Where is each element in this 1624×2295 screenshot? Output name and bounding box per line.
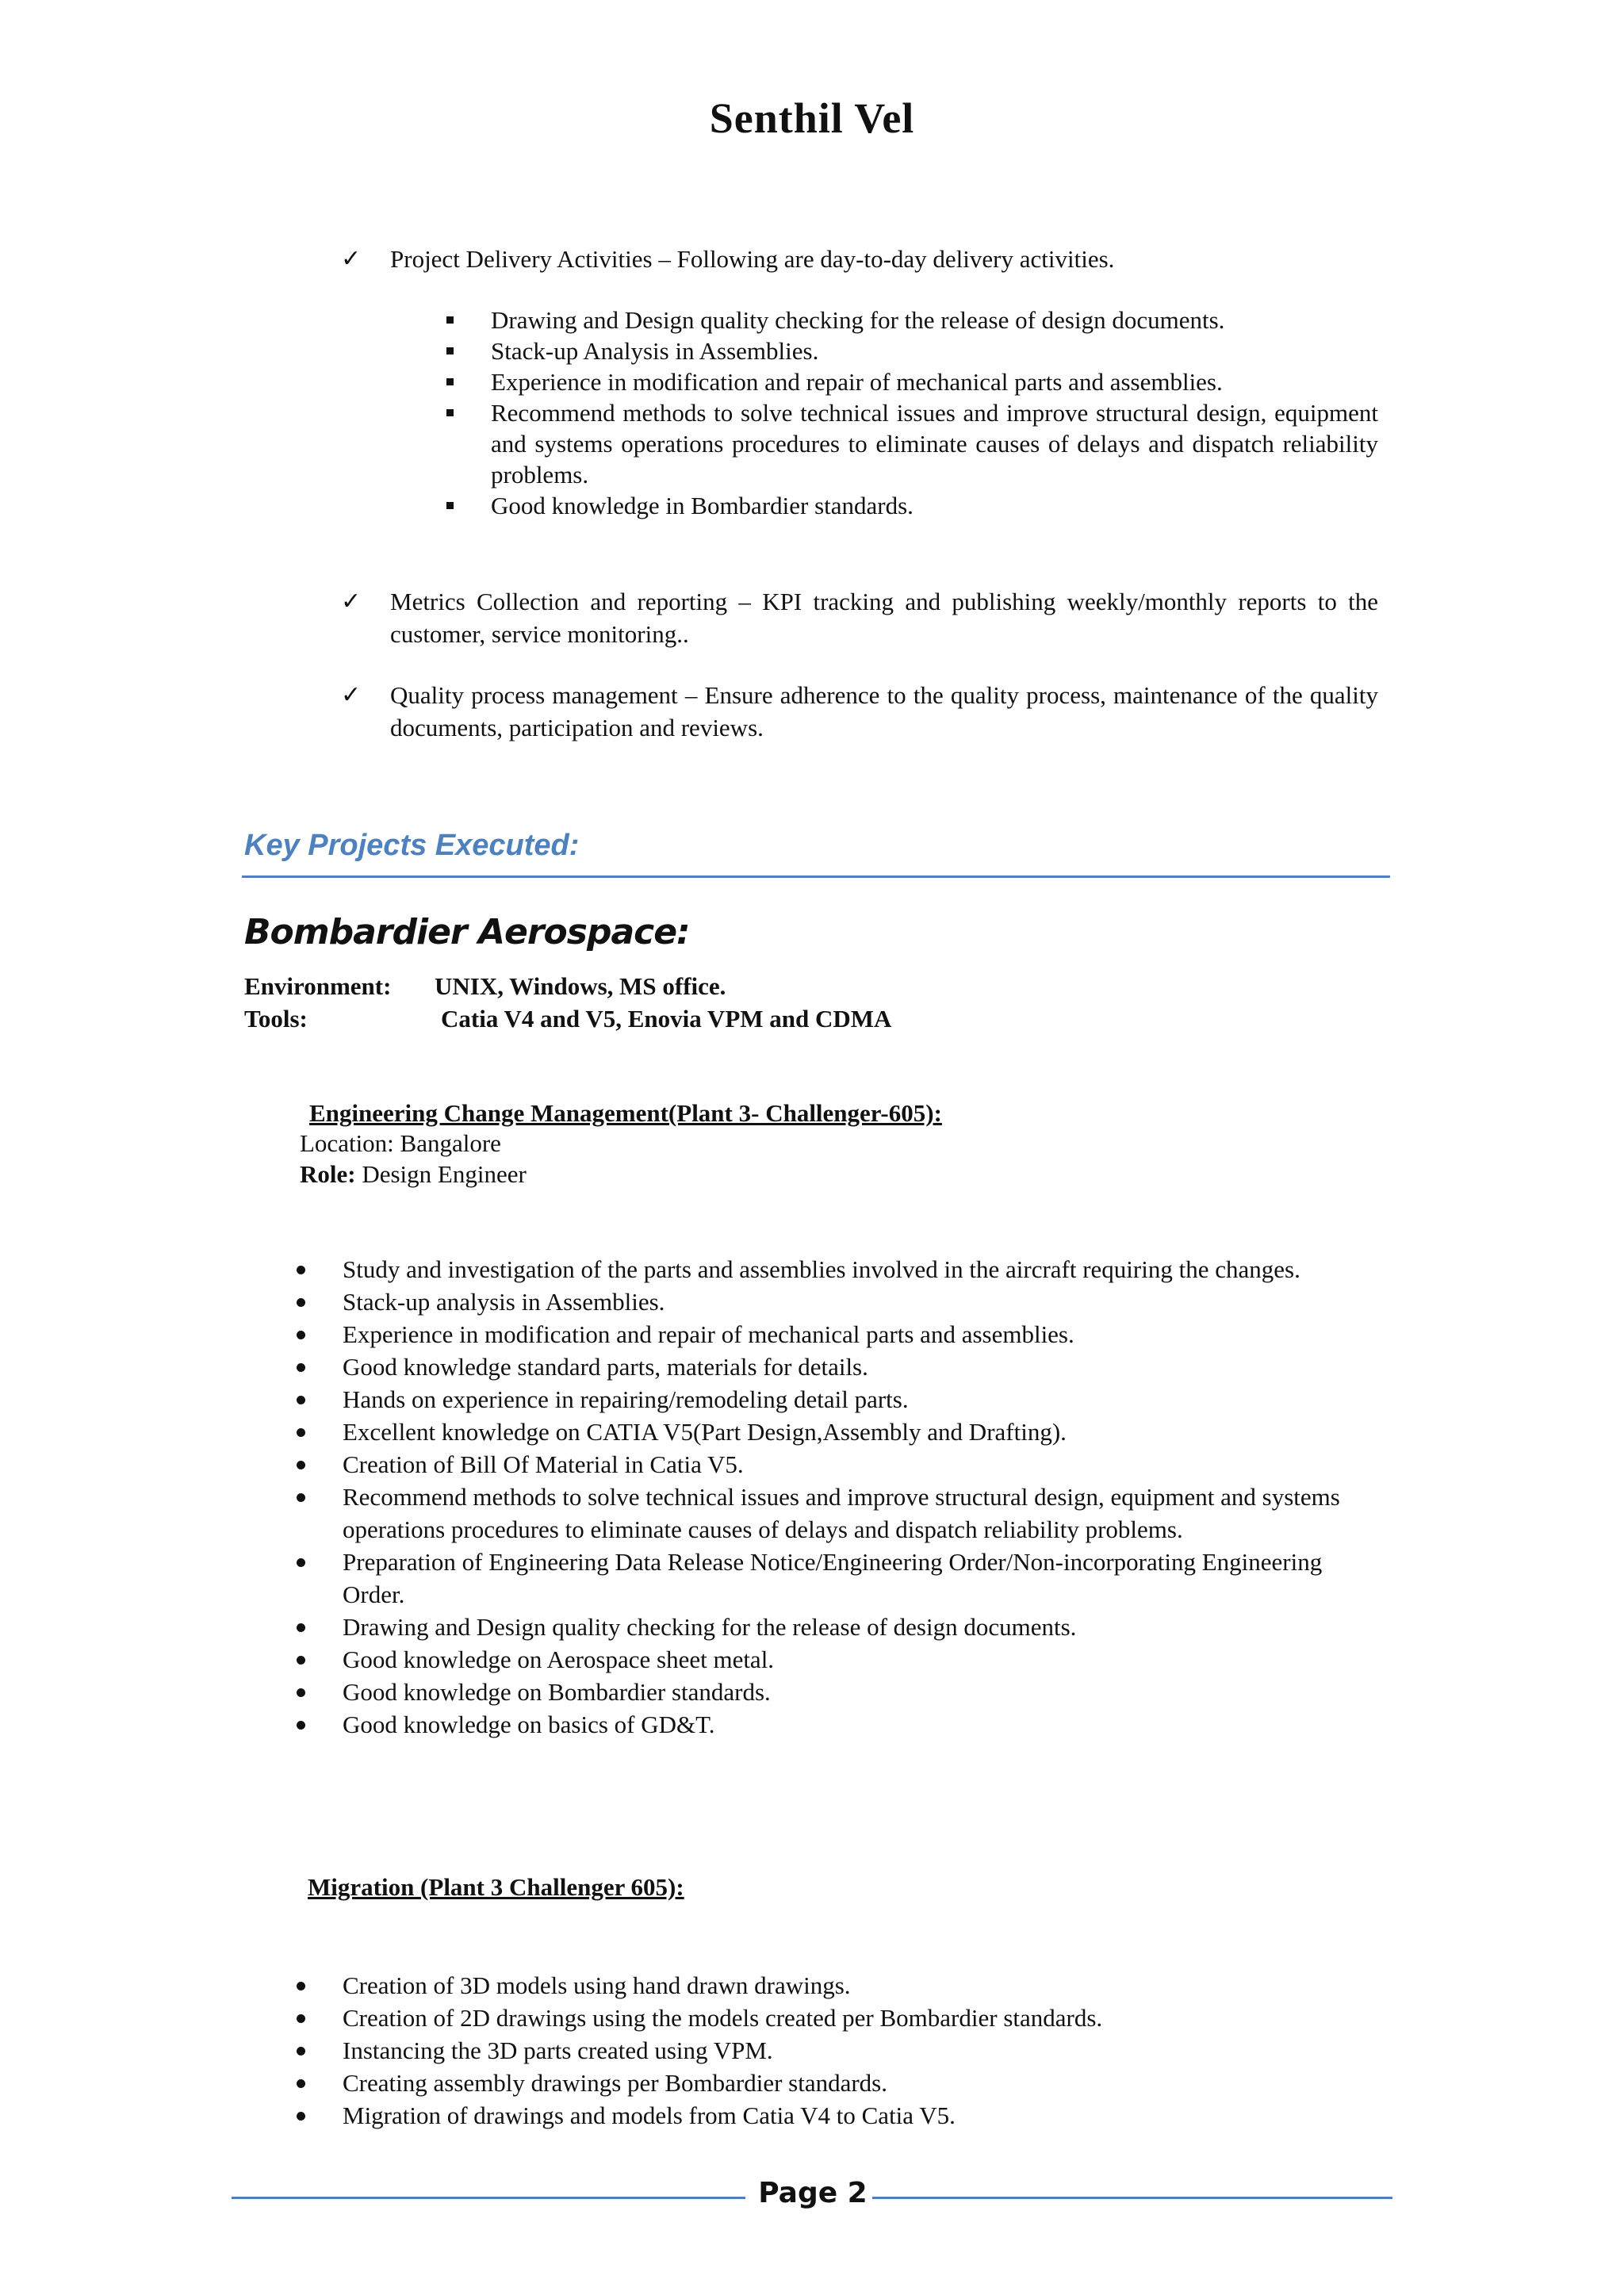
checkmark-icon: ✓ <box>341 681 362 709</box>
list-item: Excellent knowledge on CATIA V5(Part Design,Assembly and Drafting). <box>295 1416 1389 1448</box>
migration-responsibilities-list <box>295 1969 1389 2132</box>
checkmark-icon: ✓ <box>341 245 362 273</box>
square-bullet-icon <box>446 502 454 509</box>
environment-value: UNIX, Windows, MS office. <box>435 972 726 1000</box>
ecm-location: Location: Bangalore <box>300 1129 501 1157</box>
section-divider <box>242 875 1390 878</box>
bullet-icon <box>297 1461 305 1469</box>
list-item: Recommend methods to solve technical issues and improve structural design, equipment and systems operations procedures to eliminate causes of delays and dispatch reliability problems. <box>440 397 1378 490</box>
role-value: Design Engineer <box>355 1160 527 1188</box>
bullet-icon <box>297 1396 305 1404</box>
list-item: Creation of 3D models using hand drawn drawings. <box>295 1969 1389 2002</box>
quality-process-item <box>341 679 1378 744</box>
bullet-icon <box>297 1266 305 1274</box>
square-bullet-icon <box>446 378 454 385</box>
list-item: Experience in modification and repair of mechanical parts and assemblies. <box>295 1318 1389 1351</box>
list-item: Recommend methods to solve technical issues and improve structural design, equipment and systems operations procedures to eliminate causes of delays and dispatch reliability problems. <box>295 1481 1389 1546</box>
list-item: Instancing the 3D parts created using VPM. <box>295 2034 1389 2067</box>
ecm-project-title: Engineering Change Management(Plant 3- Challenger-605): <box>309 1099 942 1127</box>
square-bullet-icon <box>446 409 454 416</box>
bullet-icon <box>297 1656 305 1665</box>
bullet-icon <box>297 1688 305 1697</box>
footer-rule-right <box>872 2197 1392 2199</box>
metrics-item <box>341 585 1378 650</box>
list-item: Creation of Bill Of Material in Catia V5. <box>295 1448 1389 1481</box>
list-item: Creation of 2D drawings using the models created per Bombardier standards. <box>295 2002 1389 2034</box>
list-item: Good knowledge in Bombardier standards. <box>440 490 1378 521</box>
bullet-icon <box>297 2014 305 2023</box>
environment-label: Environment: <box>244 972 392 1000</box>
bullet-icon <box>297 2047 305 2056</box>
list-item: Preparation of Engineering Data Release Notice/Engineering Order/Non-incorporating Engineering Order. <box>295 1546 1389 1611</box>
bullet-icon <box>297 1363 305 1372</box>
bullet-icon <box>297 2112 305 2121</box>
list-item: Good knowledge standard parts, materials for details. <box>295 1351 1389 1383</box>
page-number: Page 2 <box>758 2177 868 2209</box>
role-label: Role: <box>300 1160 356 1188</box>
environment-row <box>244 972 726 1001</box>
bullet-icon <box>297 1493 305 1502</box>
quality-process-text: Quality process management – Ensure adherence to the quality process, maintenance of the quality documents, participation and reviews. <box>390 681 1378 741</box>
bullet-icon <box>297 1298 305 1307</box>
bullet-icon <box>297 1428 305 1437</box>
list-item: Good knowledge on Bombardier standards. <box>295 1676 1389 1708</box>
list-item: Migration of drawings and models from Catia V4 to Catia V5. <box>295 2099 1389 2132</box>
bullet-icon <box>297 1623 305 1632</box>
list-item: Stack-up analysis in Assemblies. <box>295 1285 1389 1318</box>
list-item: Hands on experience in repairing/remodeling detail parts. <box>295 1383 1389 1416</box>
bullet-icon <box>297 1982 305 1990</box>
company-name: Bombardier Aerospace: <box>244 912 690 952</box>
list-item: Good knowledge on Aerospace sheet metal. <box>295 1643 1389 1676</box>
delivery-activities-text: Project Delivery Activities – Following are day-to-day delivery activities. <box>390 245 1115 273</box>
tools-label: Tools: <box>244 1005 308 1033</box>
metrics-text: Metrics Collection and reporting – KPI tracking and publishing weekly/monthly reports to the customer, service monitoring.. <box>390 588 1378 648</box>
delivery-sub-list <box>440 305 1378 521</box>
tools-value: Catia V4 and V5, Enovia VPM and CDMA <box>441 1005 892 1033</box>
list-item: Good knowledge on basics of GD&T. <box>295 1708 1389 1741</box>
key-projects-heading: Key Projects Executed: <box>244 829 580 862</box>
checkmark-icon: ✓ <box>341 588 362 615</box>
list-item: Stack-up Analysis in Assemblies. <box>440 335 1378 366</box>
delivery-activities-item <box>341 243 1378 275</box>
footer-rule-left <box>232 2197 745 2199</box>
tools-row <box>244 1005 891 1033</box>
bullet-icon <box>297 2079 305 2088</box>
list-item: Drawing and Design quality checking for the release of design documents. <box>295 1611 1389 1643</box>
ecm-responsibilities-list <box>295 1253 1389 1741</box>
square-bullet-icon <box>446 316 454 324</box>
ecm-role <box>300 1160 527 1189</box>
bullet-icon <box>297 1331 305 1339</box>
square-bullet-icon <box>446 347 454 354</box>
list-item: Drawing and Design quality checking for the release of design documents. <box>440 305 1378 335</box>
bullet-icon <box>297 1558 305 1567</box>
list-item: Creating assembly drawings per Bombardier standards. <box>295 2067 1389 2099</box>
list-item: Study and investigation of the parts and assemblies involved in the aircraft requiring the changes. <box>295 1253 1389 1285</box>
bullet-icon <box>297 1721 305 1730</box>
list-item: Experience in modification and repair of mechanical parts and assemblies. <box>440 366 1378 397</box>
migration-project-title: Migration (Plant 3 Challenger 605): <box>308 1873 684 1901</box>
candidate-name: Senthil Vel <box>709 94 915 142</box>
